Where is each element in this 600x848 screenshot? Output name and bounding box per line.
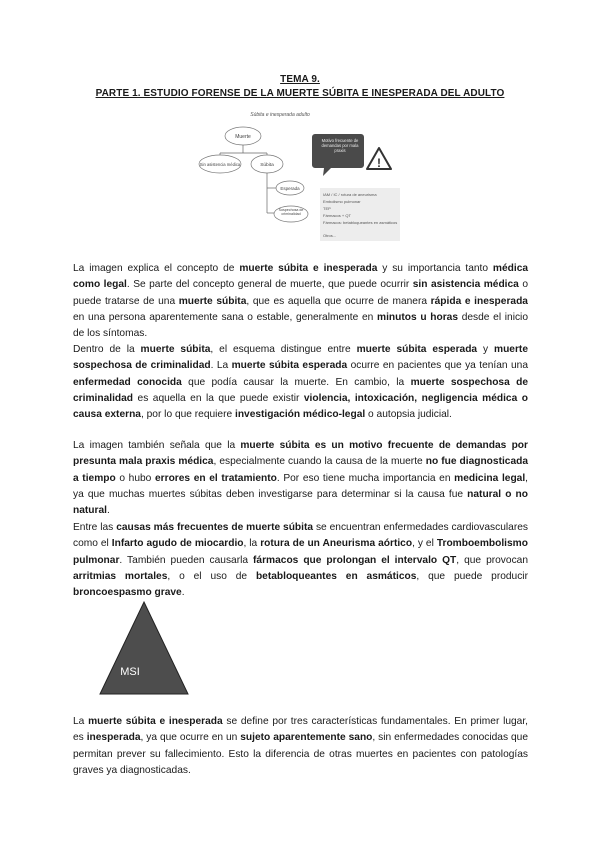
- text-run: La imagen también señala que la: [73, 440, 241, 451]
- text-run: ocurre en pacientes que ya tenían una: [347, 360, 528, 372]
- text-run: .: [181, 587, 185, 599]
- causes-line: Otros...: [323, 233, 337, 238]
- warning-icon: [367, 148, 391, 170]
- text-run: , que puede producir: [416, 570, 528, 582]
- msi-triangle-label: MSI: [120, 666, 140, 678]
- text-run: , por lo que requiere: [140, 409, 235, 421]
- page-subtitle: PARTE 1. ESTUDIO FORENSE DE LA MUERTE SÚBITA E INESPERADA DEL ADULTO: [95, 88, 505, 99]
- text-run: Entre las: [73, 522, 117, 533]
- text-run: que podía causar la muerte. En cambio, la: [181, 376, 411, 388]
- text-run: , el esquema distingue entre: [210, 344, 357, 355]
- bold-text-run: fármacos que prolongan el intervalo QT: [253, 554, 457, 566]
- text-run: o puede tratarse de una: [73, 279, 528, 307]
- text-run: , sin enfermedades conocidas que permitan prever su fallecimiento. Esto la diferencia de otras muertes en pacientes con patologías graves ya diagnosticadas.: [73, 732, 528, 776]
- node-root-label: Muerte: [235, 134, 251, 140]
- bold-text-run: muerte súbita e inesperada: [88, 716, 223, 727]
- bold-text-run: rotura de un Aneurisma aórtico: [260, 538, 413, 550]
- text-run: en una persona aparentemente sana o estable, generalmente en: [73, 311, 378, 323]
- text-run: , que provocan: [456, 554, 528, 566]
- bold-text-run: muerte súbita: [178, 295, 247, 307]
- text-run: , ya que ocurre en un: [140, 732, 241, 744]
- bold-text-run: minutos u horas: [377, 311, 458, 323]
- bold-text-run: muerte súbita esperada: [356, 344, 478, 355]
- paragraph-1: [73, 261, 528, 342]
- concept-diagram: [195, 108, 405, 243]
- paragraph-3: [73, 438, 528, 519]
- bold-text-run: Tromboembolismo pulmonar: [73, 538, 528, 566]
- bold-text-run: muerte súbita es un motivo frecuente de demandas por presunta mala praxis médica: [73, 440, 528, 468]
- text-run: , que es aquella que ocurre de manera: [246, 295, 431, 307]
- bold-text-run: rápida e inesperada: [430, 295, 528, 307]
- bold-text-run: muerte súbita e inesperada: [239, 263, 378, 274]
- bold-text-run: enfermedad conocida: [73, 376, 182, 388]
- causes-line: Embolismo pulmonar: [323, 199, 361, 204]
- text-run: desde el inicio de los síntomas.: [73, 311, 528, 340]
- text-run: Dentro de la: [73, 344, 141, 355]
- bold-text-run: muerte sospechosa de criminalidad: [73, 344, 528, 372]
- paragraph-4: [73, 520, 528, 601]
- bold-text-run: betabloqueantes en asmáticos: [255, 570, 417, 582]
- text-run: . Por eso tiene mucha importancia en: [276, 472, 455, 484]
- causes-line: Fármacos + QT: [323, 213, 351, 218]
- text-run: se encuentran enfermedades cardiovasculares como el: [73, 522, 528, 550]
- bold-text-run: médica como legal: [73, 263, 529, 291]
- bold-text-run: inesperada: [86, 732, 141, 744]
- bold-text-run: broncoespasmo grave: [73, 587, 182, 599]
- text-run: es aquella en la que puede existir: [133, 392, 304, 404]
- bold-text-run: muerte súbita esperada: [231, 360, 348, 372]
- text-run: o autopsia judicial.: [365, 409, 452, 421]
- bold-text-run: natural o no natural: [73, 488, 528, 517]
- text-run: , la: [243, 538, 261, 550]
- text-run: , o el uso de: [167, 570, 256, 582]
- text-run: .: [106, 505, 110, 517]
- text-run: y: [477, 344, 495, 355]
- node-sin-asistencia-label: Sin asistencia médica: [199, 162, 241, 167]
- bold-text-run: muerte súbita: [140, 344, 211, 355]
- text-run: . Se parte del concepto general de muerte, que puede ocurrir: [126, 279, 413, 291]
- bold-text-run: violencia, intoxicación, negligencia médica o causa externa: [73, 392, 528, 421]
- node-subita-label: Súbita: [260, 163, 274, 168]
- bold-text-run: errores en el tratamiento: [154, 472, 277, 484]
- text-run: La imagen explica el concepto de: [73, 263, 240, 274]
- speech-bubble-text: Motivo frecuente de demandas por mala praxis: [321, 138, 359, 154]
- bold-text-run: medicina legal: [454, 472, 526, 484]
- node-sospechosa-label: Sospechosa de criminalidad: [278, 208, 304, 216]
- text-run: , especialmente cuando la causa de la muerte: [213, 456, 426, 468]
- page-title: TEMA 9.: [280, 74, 320, 85]
- text-run: o hubo: [115, 472, 155, 484]
- bold-text-run: Infarto agudo de miocardio: [111, 538, 244, 550]
- node-esperada-label: Esperada: [280, 186, 300, 191]
- causes-line: IAM / IC / rotura de aneurisma: [323, 192, 377, 197]
- bold-text-run: investigación médico-legal: [234, 409, 366, 421]
- bold-text-run: no fue diagnosticada a tiempo: [73, 456, 529, 484]
- figure-caption: Súbita e inesperada adulto: [250, 112, 310, 118]
- text-run: , y el: [412, 538, 437, 550]
- text-run: se define por tres características fundamentales. En primer lugar, es: [73, 716, 528, 744]
- bold-text-run: arritmias mortales: [73, 570, 168, 582]
- paragraph-2: [73, 342, 528, 423]
- msi-triangle: [98, 600, 190, 696]
- text-run: . También pueden causarla: [119, 554, 254, 566]
- bold-text-run: causas más frecuentes de muerte súbita: [116, 522, 314, 533]
- text-run: La: [73, 716, 89, 727]
- bold-text-run: sin asistencia médica: [412, 279, 519, 291]
- causes-line: Fármacos: betabloqueantes en asmáticos: [323, 220, 398, 225]
- bold-text-run: muerte sospechosa de criminalidad: [73, 376, 529, 404]
- paragraph-5: [73, 714, 528, 779]
- text-run: , ya que muchas muertes súbitas deben investigarse para determinar si la causa fue: [73, 472, 529, 500]
- causes-line: TEP: [323, 206, 331, 211]
- text-run: . La: [210, 360, 232, 372]
- warning-symbol: !: [377, 156, 381, 170]
- bold-text-run: sujeto aparentemente sano: [240, 732, 373, 744]
- text-run: y su importancia tanto: [377, 263, 493, 274]
